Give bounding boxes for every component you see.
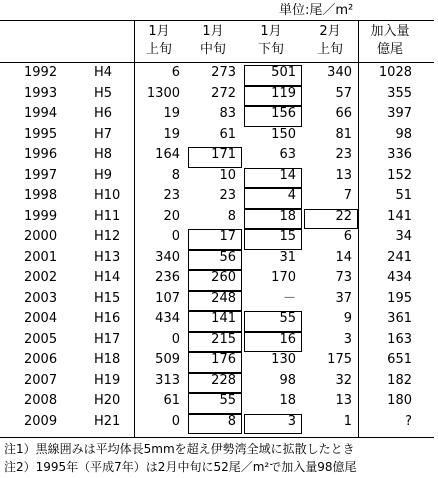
row-year: 2003 [24,290,58,306]
row-value-col3: 119 [271,85,296,101]
row-value-col5: 355 [387,85,412,101]
row-year: 1998 [24,188,58,203]
row-value-col2: 141 [211,311,236,326]
header-col5-line1: 加入量 [370,24,410,39]
row-value-col2: 17 [219,229,236,244]
row-value-col1: 434 [155,311,180,326]
row-value-col3: 55 [279,311,296,326]
row-value-col4: 57 [335,85,352,101]
row-value-col4: 6 [343,229,352,244]
row-era: H5 [94,85,113,101]
row-era: H10 [94,188,121,203]
row-era: H21 [94,413,121,429]
row-value-col1: 23 [163,188,180,203]
row-value-col3: 130 [271,352,296,367]
row-value-col3: － [282,290,296,306]
row-year: 2002 [24,270,58,285]
row-value-col1: 19 [163,126,180,142]
row-value-col2: 176 [211,352,236,367]
row-year: 2000 [24,229,58,244]
row-value-col2: 273 [211,65,236,80]
row-era: H7 [94,126,113,142]
row-value-col1: 19 [163,106,180,121]
row-year: 2006 [24,352,58,367]
row-value-col4: 66 [335,106,352,121]
row-value-col4: 7 [343,188,352,203]
header-col3-line1: 1月 [260,24,282,39]
row-era: H14 [94,270,121,285]
header-col5-line2: 億尾 [376,42,403,57]
row-value-col2: 272 [211,85,236,101]
row-era: H18 [94,352,121,367]
column-divider [358,20,359,437]
row-value-col4: 13 [335,393,352,408]
row-value-col2: 260 [211,270,236,285]
row-value-col1: 107 [155,290,180,306]
note-1: 注1）黒線囲みは平均体長5mmを超え伊勢湾全域に拡散したとき [4,442,355,456]
row-value-col3: 14 [279,167,296,183]
row-value-col5: 241 [387,249,412,265]
row-value-col3: 15 [279,229,296,244]
row-value-col5: 434 [387,270,412,285]
row-era: H9 [94,167,113,183]
row-value-col3: 18 [279,393,296,408]
row-value-col5: 1028 [378,65,412,80]
row-value-col4: 175 [327,352,352,367]
row-era: H6 [94,106,113,121]
header-col3-line2: 下旬 [257,42,284,57]
note-2: 注2）1995年（平成7年）は2月中旬に52尾／m²で加入量98億尾 [4,460,357,474]
row-value-col1: 236 [155,270,180,285]
unit-label: 単位:尾／m² [279,3,354,18]
row-value-col1: 20 [163,208,180,224]
row-era: H8 [94,147,113,162]
row-value-col4: 9 [343,311,352,326]
row-value-col2: 171 [211,147,236,162]
header-col2-line1: 1月 [202,24,224,39]
row-value-col5: 182 [387,372,412,388]
row-value-col5: 152 [387,167,412,183]
row-value-col3: 501 [271,65,296,80]
row-value-col5: 180 [387,393,412,408]
row-value-col4: 81 [335,126,352,142]
row-value-col4: 73 [335,270,352,285]
row-year: 1999 [24,208,58,224]
row-value-col2: 61 [219,126,236,142]
row-value-col1: 61 [163,393,180,408]
row-value-col5: 397 [387,106,412,121]
row-value-col4: 22 [335,208,352,224]
row-value-col4: 37 [335,290,352,306]
row-value-col4: 1 [343,413,352,429]
row-era: H16 [94,311,121,326]
row-value-col4: 340 [327,65,352,80]
row-value-col2: 215 [211,331,236,347]
row-value-col5: 163 [387,331,412,347]
row-value-col1: 0 [171,229,180,244]
header-col4-line2: 上旬 [316,42,343,57]
row-year: 2005 [24,331,58,347]
row-value-col4: 32 [335,372,352,388]
row-era: H17 [94,331,121,347]
row-value-col1: 8 [171,167,180,183]
row-year: 1993 [24,85,58,101]
header-col4-line1: 2月 [319,24,341,39]
row-year: 2001 [24,249,58,265]
row-value-col1: 164 [155,147,180,162]
row-value-col1: 0 [171,331,180,347]
row-value-col5: 141 [387,208,412,224]
header-col1-line1: 1月 [148,24,170,39]
row-value-col5: 98 [395,126,412,142]
row-value-col5: ? [405,413,412,429]
row-value-col5: 51 [395,188,412,203]
row-value-col5: 651 [387,352,412,367]
row-era: H15 [94,290,121,306]
row-value-col1: 6 [171,65,180,80]
row-value-col5: 361 [387,311,412,326]
row-value-col2: 8 [227,208,236,224]
row-value-col4: 13 [335,167,352,183]
row-value-col3: 156 [271,106,296,121]
table-top-rule [0,20,434,21]
row-value-col3: 170 [271,270,296,285]
row-year: 2007 [24,372,58,388]
row-value-col2: 83 [219,106,236,121]
row-value-col1: 340 [155,249,180,265]
header-rule [0,62,434,63]
row-value-col4: 14 [335,249,352,265]
header-col1-line2: 上旬 [145,42,172,57]
header-col2-line2: 中旬 [199,42,226,57]
row-year: 1997 [24,167,58,183]
row-year: 1995 [24,126,58,142]
row-year: 2009 [24,413,58,429]
row-era: H20 [94,393,121,408]
column-divider [134,20,135,437]
row-value-col5: 195 [387,290,412,306]
row-year: 2004 [24,311,58,326]
row-year: 1994 [24,106,58,121]
row-value-col3: 63 [279,147,296,162]
row-value-col5: 34 [395,229,412,244]
row-era: H11 [94,208,121,224]
row-value-col4: 3 [343,331,352,347]
row-era: H4 [94,65,113,80]
row-value-col1: 509 [155,352,180,367]
row-value-col2: 8 [227,413,236,429]
row-value-col3: 150 [271,126,296,142]
row-value-col2: 248 [211,290,236,306]
row-value-col2: 55 [219,393,236,408]
row-value-col3: 31 [279,249,296,265]
row-value-col5: 336 [387,147,412,162]
row-value-col2: 10 [219,167,236,183]
row-era: H13 [94,249,121,265]
row-value-col2: 56 [219,249,236,265]
row-value-col1: 1300 [146,85,180,101]
table-bottom-rule [0,437,434,438]
row-value-col3: 98 [279,372,296,388]
row-year: 1996 [24,147,58,162]
row-era: H19 [94,372,121,388]
row-value-col1: 313 [155,372,180,388]
row-value-col1: 0 [171,413,180,429]
row-value-col3: 18 [279,208,296,224]
row-era: H12 [94,229,121,244]
row-value-col2: 228 [211,372,236,388]
row-year: 2008 [24,393,58,408]
row-value-col2: 23 [219,188,236,203]
row-year: 1992 [24,65,58,80]
row-value-col3: 3 [287,413,296,429]
row-value-col4: 23 [335,147,352,162]
row-value-col3: 4 [287,188,296,203]
row-value-col3: 16 [279,331,296,347]
